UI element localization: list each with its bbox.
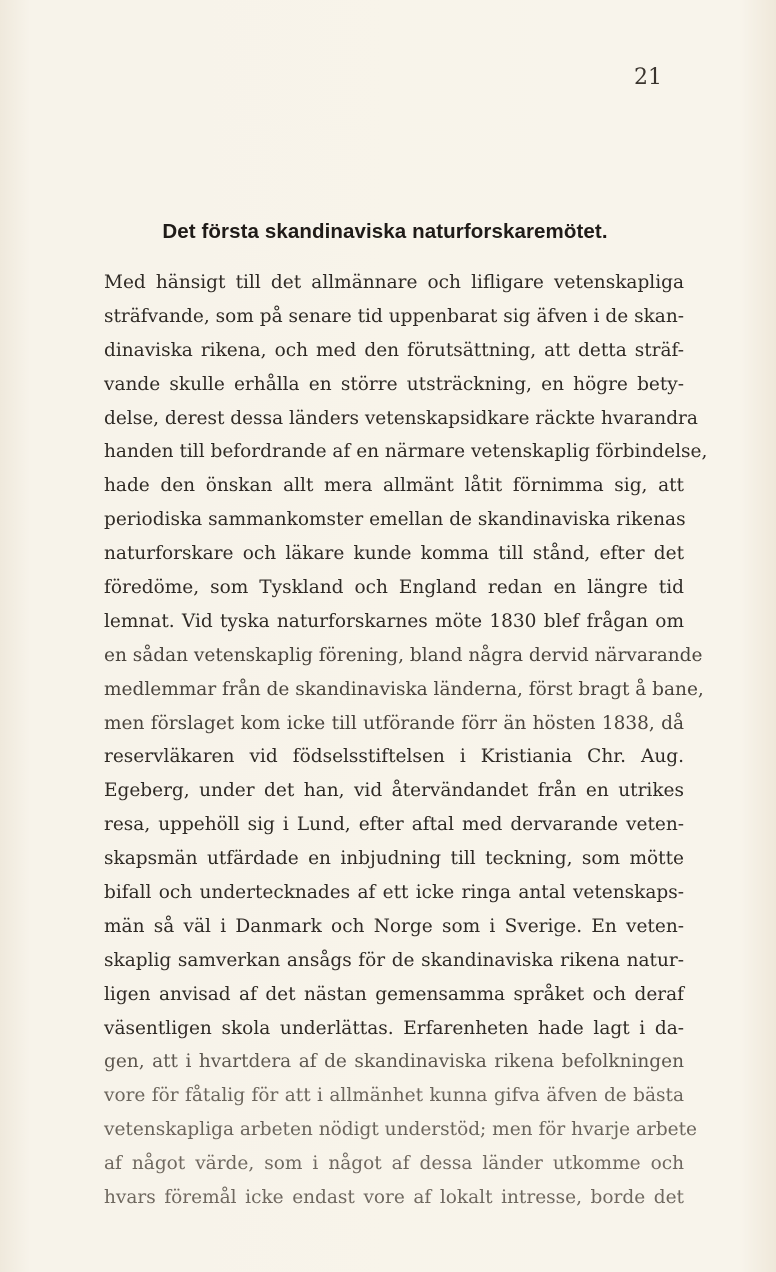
text-line: gen, att i hvartdera af de skandinaviska rikena befolkningen: [104, 1051, 684, 1073]
text-line: medlemmar från de skandinaviska länderna, först bragt å bane,: [104, 678, 704, 700]
text-line: men förslaget kom icke till utförande förr än hösten 1838, då: [104, 712, 684, 734]
text-line: sträfvande, som på senare tid uppenbarat sig äfven i de skan-: [104, 305, 684, 327]
text-line: hade den önskan allt mera allmänt låtit förnimma sig, att: [104, 475, 684, 497]
text-line: föredöme, som Tyskland och England redan en längre tid: [104, 577, 684, 599]
text-line: skaplig samverkan ansågs för de skandinaviska rikena natur-: [104, 949, 684, 971]
text-line: lemnat. Vid tyska naturforskarnes möte 1830 blef frågan om: [104, 610, 684, 632]
text-line: af något värde, som i något af dessa länder utkomme och: [104, 1153, 684, 1175]
text-line: dinaviska rikena, och med den förutsättning, att detta sträf-: [104, 339, 684, 361]
text-line: handen till befordrande af en närmare vetenskaplig förbindelse,: [104, 441, 708, 463]
text-line: bifall och undertecknades af ett icke ringa antal vetenskaps-: [104, 882, 684, 904]
body-text: [104, 266, 708, 1215]
text-line: vande skulle erhålla en större utsträckning, en högre bety-: [104, 373, 684, 395]
text-line: periodiska sammankomster emellan de skandinaviska rikenas: [104, 509, 686, 531]
text-line: skapsmän utfärdade en inbjudning till teckning, som mötte: [104, 848, 684, 870]
text-line: resa, uppehöll sig i Lund, efter aftal med dervarande veten-: [104, 814, 684, 836]
page-number: 21: [634, 65, 662, 90]
text-line: delse, derest dessa länders vetenskapsidkare räckte hvarandra: [104, 407, 698, 429]
text-line: reservläkaren vid födselsstiftelsen i Kristiania Chr. Aug.: [104, 746, 684, 768]
text-line: en sådan vetenskaplig förening, bland några dervid närvarande: [104, 644, 703, 666]
text-line: vetenskapliga arbeten nödigt understöd; men för hvarje arbete: [104, 1119, 698, 1141]
text-line: Med hänsigt till det allmännare och lifligare vetenskapliga: [104, 272, 684, 293]
text-line: Egeberg, under det han, vid återvändandet från en utrikes: [104, 780, 684, 802]
chapter-title: Det första skandinaviska naturforskaremötet.: [162, 220, 608, 243]
text-line: vore för fåtalig för att i allmänhet kunna gifva äfven de bästa: [104, 1085, 684, 1107]
text-line: ligen anvisad af det nästan gemensamma språket och deraf: [104, 983, 684, 1005]
text-line: väsentligen skola underlättas. Erfarenheten hade lagt i da-: [104, 1017, 684, 1039]
text-line: hvars föremål icke endast vore af lokalt intresse, borde det: [104, 1187, 684, 1209]
text-line: män så väl i Danmark och Norge som i Sverige. En veten-: [104, 915, 684, 937]
text-line: naturforskare och läkare kunde komma till stånd, efter det: [104, 543, 684, 565]
